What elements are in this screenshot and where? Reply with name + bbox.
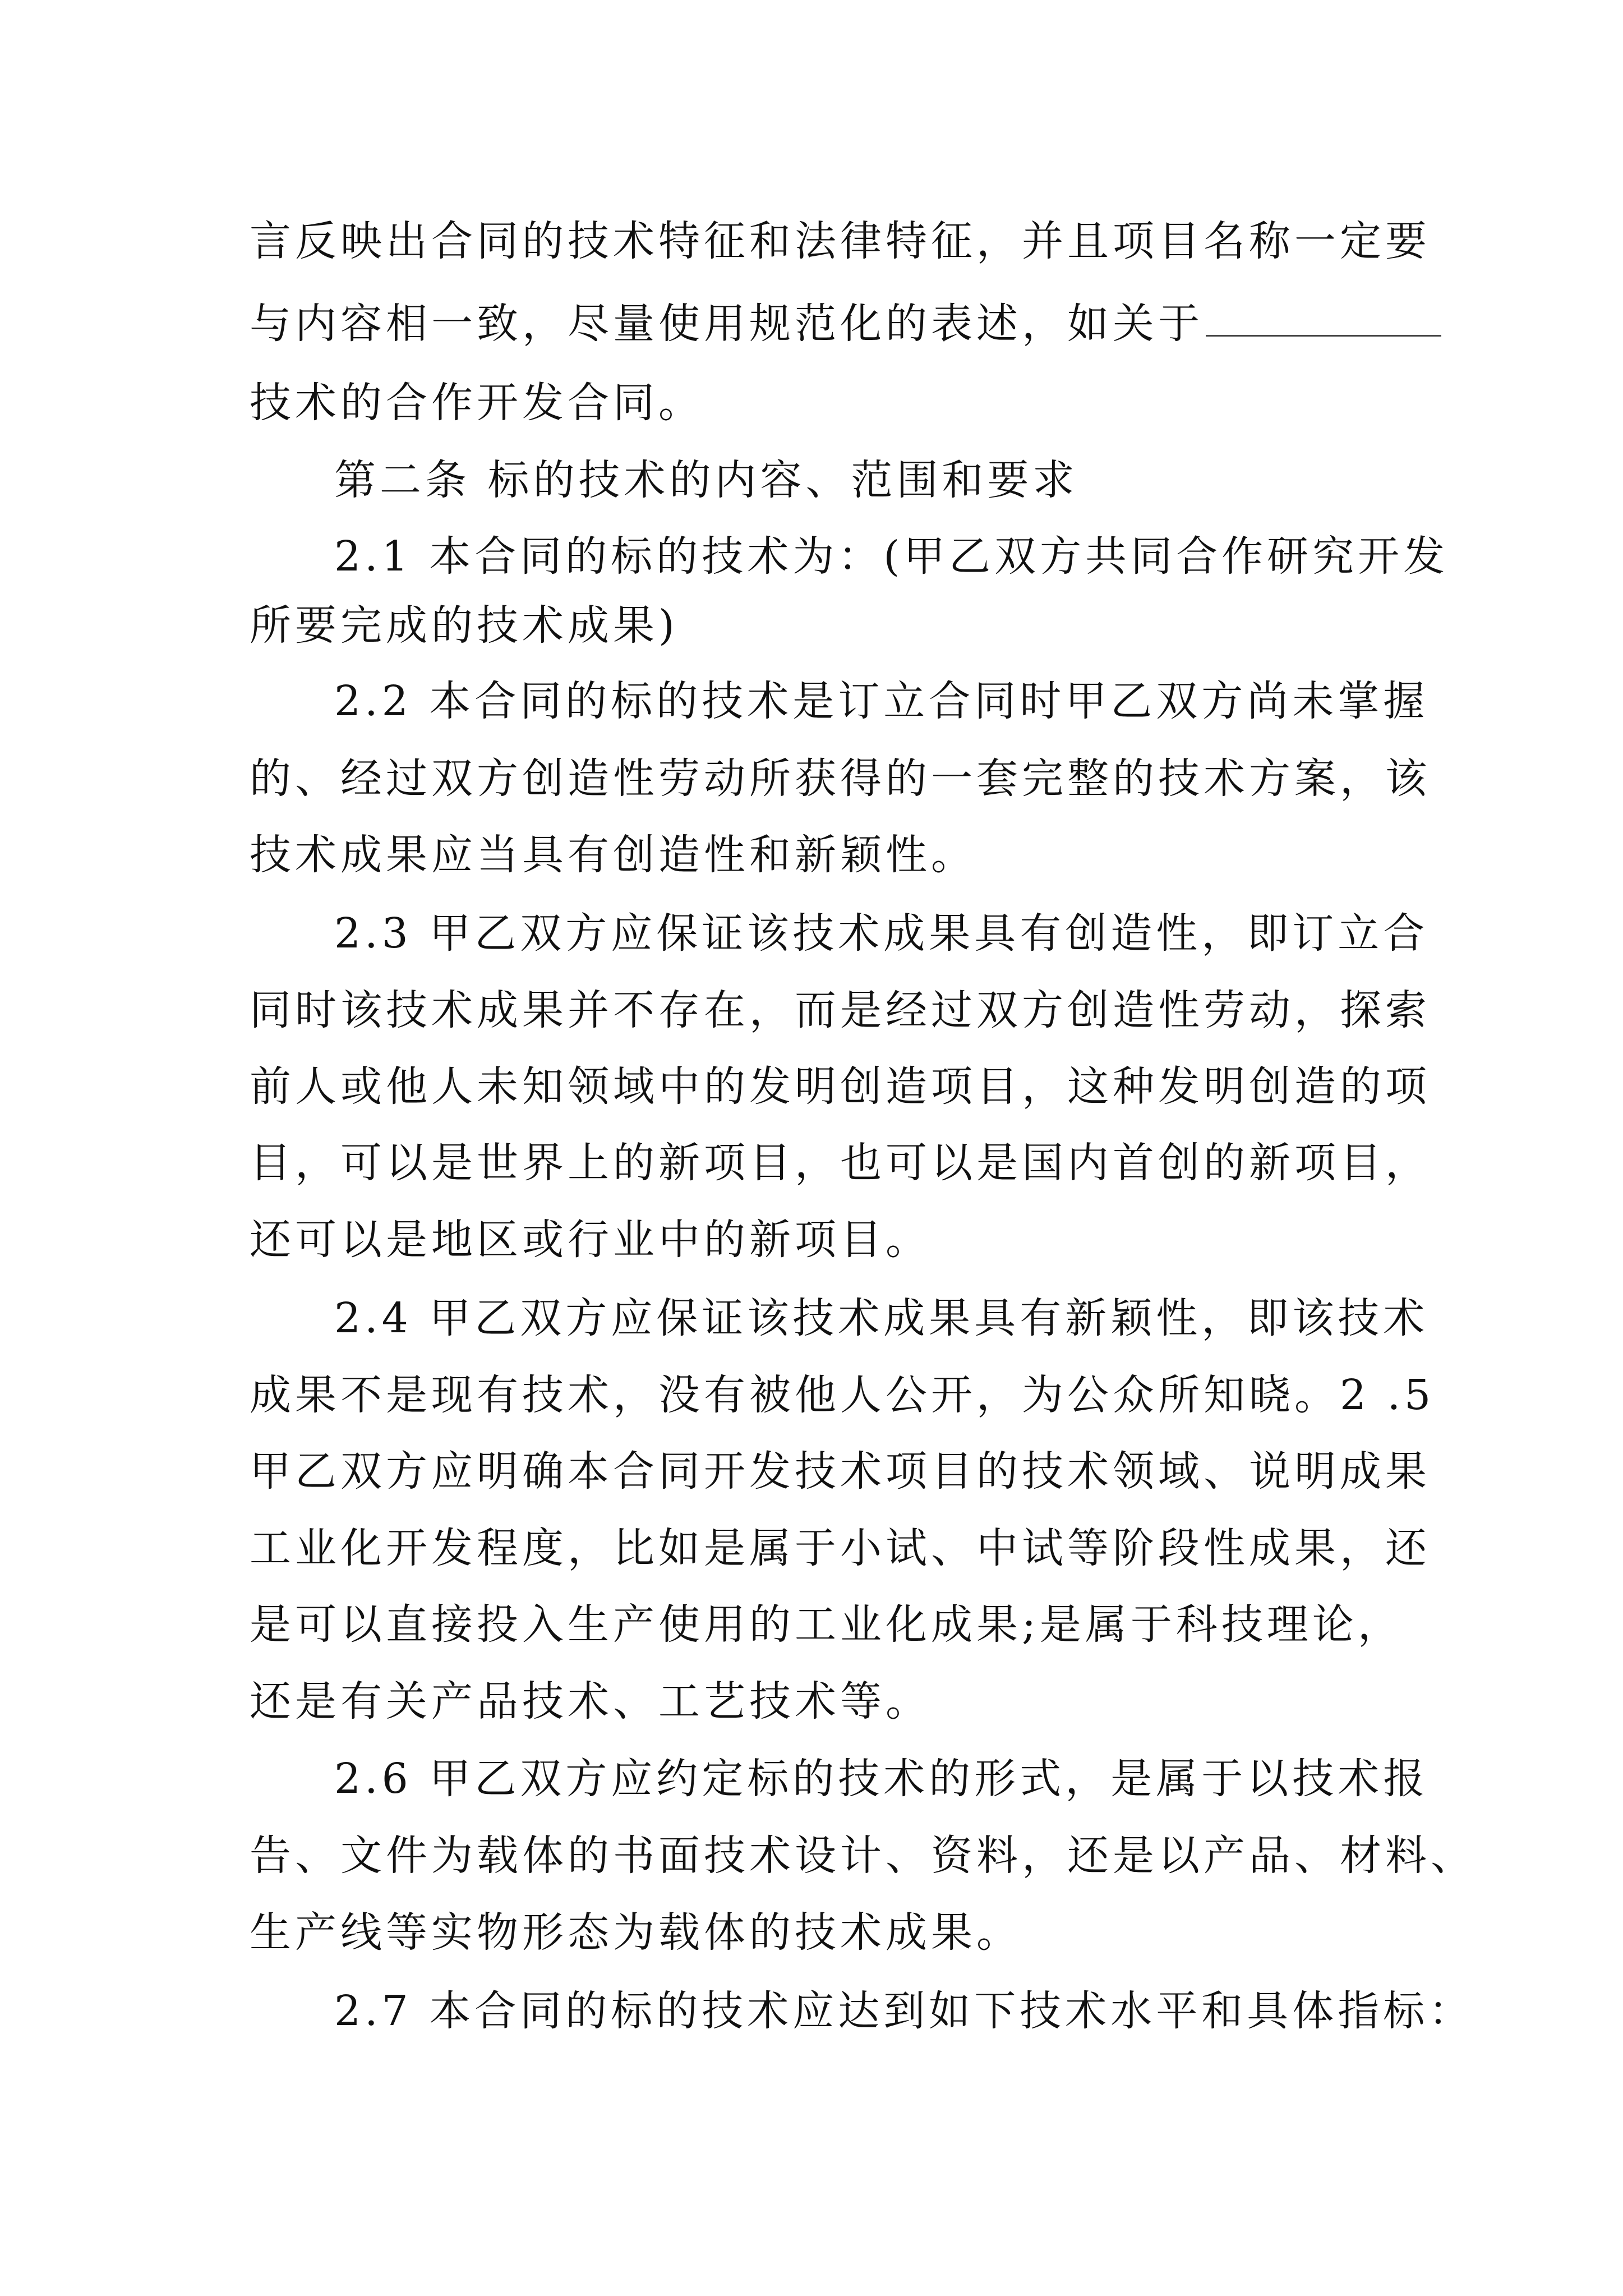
text-line: 告、文件为载体的书面技术设计、资料，还是以产品、材料、 bbox=[250, 1832, 1476, 1880]
text-line: 2.1 本合同的标的技术为：(甲乙双方共同合作研究开发 bbox=[334, 532, 1449, 581]
text-line: 前人或他人未知领域中的发明创造项目，这种发明创造的项 bbox=[250, 1062, 1431, 1111]
text-line: 2.4 甲乙双方应保证该技术成果具有新颖性，即该技术 bbox=[334, 1294, 1429, 1342]
text-line-content: 与内容相一致，尽量使用规范化的表述，如关于 bbox=[250, 300, 1204, 348]
text-line: 2.7 本合同的标的技术应达到如下技术水平和具体指标： bbox=[334, 1987, 1474, 2035]
text-line: 2.3 甲乙双方应保证该技术成果具有创造性，即订立合 bbox=[334, 909, 1429, 958]
section-heading: 第二条 标的技术的内容、范围和要求 bbox=[334, 456, 1078, 504]
text-line: 工业化开发程度，比如是属于小试、中试等阶段性成果，还 bbox=[250, 1524, 1431, 1572]
text-line: 生产线等实物形态为载体的技术成果。 bbox=[250, 1908, 1022, 1957]
text-line: 目，可以是世界上的新项目，也可以是国内首创的新项目， bbox=[250, 1139, 1431, 1187]
text-line: 2.6 甲乙双方应约定标的技术的形式，是属于以技术报 bbox=[334, 1755, 1429, 1803]
text-line: 甲乙双方应明确本合同开发技术项目的技术领域、说明成果 bbox=[250, 1447, 1431, 1496]
text-line: 的、经过双方创造性劳动所获得的一套完整的技术方案，该 bbox=[250, 754, 1431, 803]
text-line: 2.2 本合同的标的技术是订立合同时甲乙双方尚未掌握 bbox=[334, 677, 1429, 725]
text-line: 还是有关产品技术、工艺技术等。 bbox=[250, 1677, 931, 1726]
text-line: 所要完成的技术成果) bbox=[250, 601, 679, 650]
text-line bbox=[250, 296, 1388, 352]
fill-in-blank bbox=[1206, 333, 1441, 337]
text-line: 是可以直接投入生产使用的工业化成果;是属于科技理论， bbox=[250, 1600, 1403, 1649]
text-line: 言反映出合同的技术特征和法律特征，并且项目名称一定要 bbox=[250, 217, 1431, 265]
text-line: 技术成果应当具有创造性和新颖性。 bbox=[250, 831, 976, 879]
text-line: 成果不是现有技术，没有被他人公开，为公众所知晓。2 .5 bbox=[250, 1371, 1435, 1419]
text-line: 技术的合作开发合同。 bbox=[250, 379, 704, 427]
text-line: 还可以是地区或行业中的新项目。 bbox=[250, 1216, 931, 1264]
text-line: 同时该技术成果并不存在，而是经过双方创造性劳动，探索 bbox=[250, 986, 1431, 1034]
